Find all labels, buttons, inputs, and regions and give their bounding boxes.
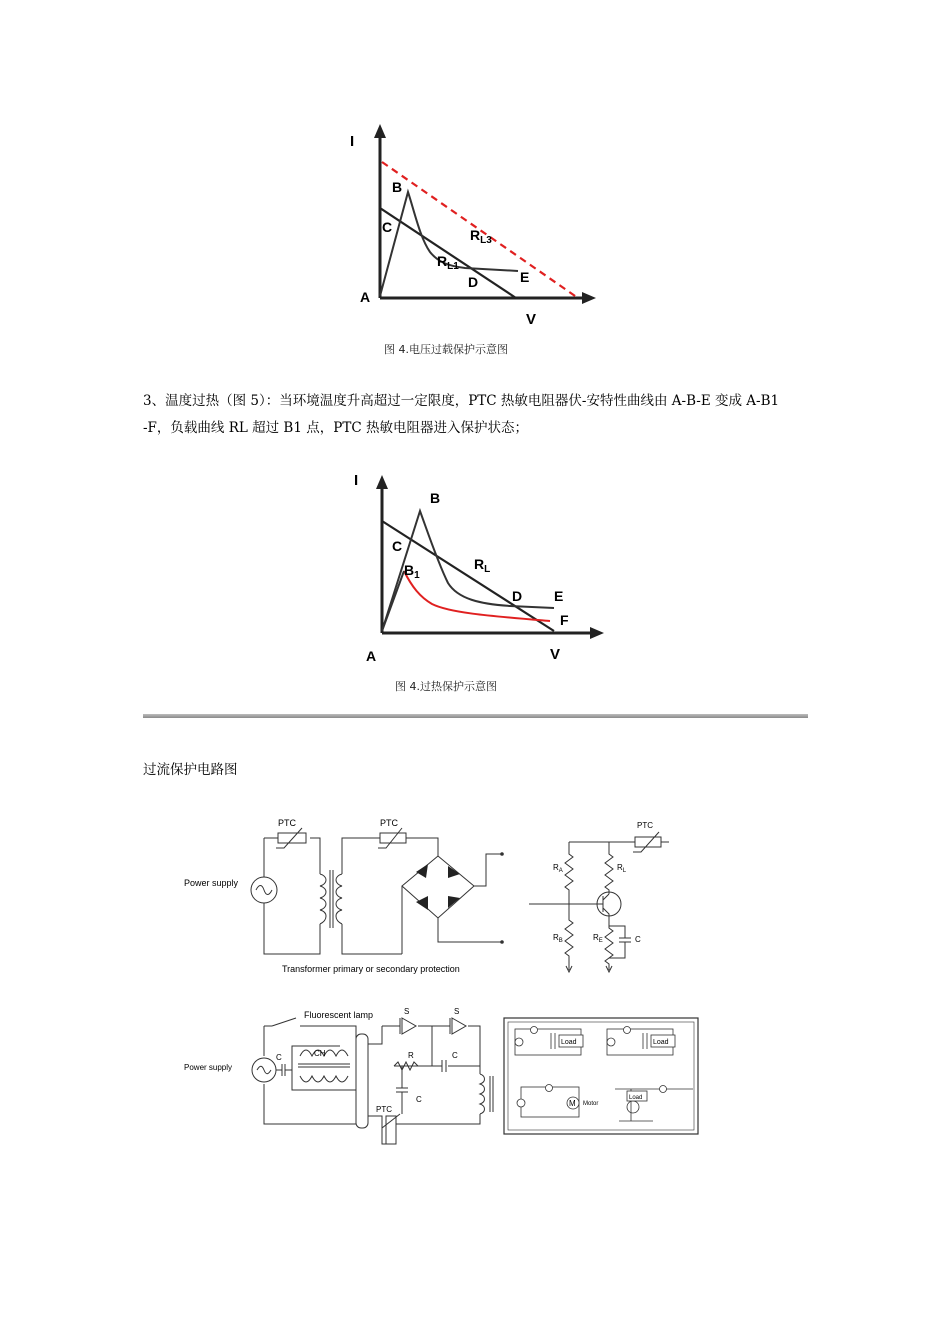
figure-voltage-overload <box>340 120 620 340</box>
axis-v-label: V <box>550 646 561 663</box>
point-a-label: A <box>360 289 371 305</box>
ra-label: $R_A$ <box>553 863 563 874</box>
switch <box>272 1018 296 1026</box>
point-e-label: E <box>520 269 530 285</box>
circuit-transformer-protection <box>180 814 520 980</box>
figure-5-caption: 图 4.过热保护示意图 <box>395 680 497 693</box>
point-c-label: C <box>382 219 393 235</box>
bridge-diodes <box>416 864 460 910</box>
rl1-label: $R_{L1}$ <box>437 253 459 272</box>
resistor-ra <box>565 842 573 904</box>
ptc-curve-a-b1 <box>382 571 404 631</box>
point-b-label: B <box>430 490 441 506</box>
load-label-1: Load <box>561 1039 577 1046</box>
re-label: $R_E$ <box>593 933 603 944</box>
c-label-2: C <box>452 1051 458 1060</box>
motor-label: Motor <box>583 1101 599 1107</box>
motor-symbol: M <box>569 1099 576 1108</box>
point-e-label: E <box>554 588 564 604</box>
ptc-resistor-1 <box>278 833 306 843</box>
paragraph-overheat <box>143 388 813 442</box>
resistor-rb <box>565 904 573 970</box>
point-d-label: D <box>512 588 523 604</box>
paragraph-line-2: -F，负载曲线 RL 超过 B1 点，PTC 热敏电阻器进入保护状态； <box>143 420 528 436</box>
power-supply-label: Power supply <box>184 1063 233 1072</box>
axis-i-label: I <box>350 133 355 150</box>
i-axis-arrow <box>374 124 386 138</box>
v-axis-arrow <box>582 292 596 304</box>
paragraph-line-1: 3、温度过热（图 5）：当环境温度升高超过一定限度，PTC 热敏电阻器伏-安特性曲线由 A-B-E 变成 A-B1 <box>143 393 780 409</box>
axis-i-label: I <box>354 472 359 489</box>
ptc-curve-abe <box>380 192 518 296</box>
axis-v-label: V <box>526 311 537 328</box>
v-axis-arrow <box>590 627 604 639</box>
i-axis-arrow <box>376 475 388 489</box>
fluorescent-tube <box>356 1034 368 1128</box>
load-label-2: Load <box>653 1039 669 1046</box>
s-label-1: S <box>404 1007 410 1016</box>
load-label-3: Load <box>629 1095 643 1101</box>
point-f-label: F <box>560 612 569 628</box>
transformer-caption: Transformer primary or secondary protection <box>282 964 460 974</box>
point-b-label: B <box>392 179 403 195</box>
section-title: 过流保护电路图 <box>143 762 238 778</box>
s-label-2: S <box>454 1007 460 1016</box>
rl-label: $R_L$ <box>617 863 627 874</box>
ptc-label: PTC <box>637 821 653 830</box>
figure-overheat <box>340 465 620 675</box>
figure-4-caption: 图 4.电压过载保护示意图 <box>384 343 508 356</box>
point-a-label: A <box>366 648 377 664</box>
point-b1-label: $B_1$ <box>404 562 420 581</box>
ptc-label-2: PTC <box>380 818 398 828</box>
resistor-rl <box>605 842 613 894</box>
ch-label: CH <box>314 1049 326 1058</box>
ptc-resistor-2 <box>380 833 406 843</box>
c-label: C <box>635 935 641 944</box>
circuit-transistor-ptc <box>525 814 685 980</box>
rl3-label: $R_{L3}$ <box>470 227 492 246</box>
c-label-1: C <box>276 1053 282 1062</box>
rb-label: $R_B$ <box>553 933 563 944</box>
ptc-resistor <box>386 1116 396 1144</box>
r-label: R <box>408 1051 414 1060</box>
fluorescent-lamp-title: Fluorescent lamp <box>304 1010 374 1020</box>
point-d-label: D <box>468 274 479 290</box>
resistor-re <box>605 924 613 970</box>
power-supply-label: Power supply <box>184 878 239 888</box>
point-c-label: C <box>392 538 403 554</box>
ptc-resistor <box>635 837 661 847</box>
c-label-3: C <box>416 1095 422 1104</box>
circuit-load-motor-panel <box>503 1017 699 1135</box>
section-divider <box>143 714 808 718</box>
ptc-label: PTC <box>376 1105 392 1114</box>
ptc-label-1: PTC <box>278 818 296 828</box>
circuit-fluorescent-lamp <box>180 1004 500 1160</box>
rl-label: $R_L$ <box>474 556 491 575</box>
